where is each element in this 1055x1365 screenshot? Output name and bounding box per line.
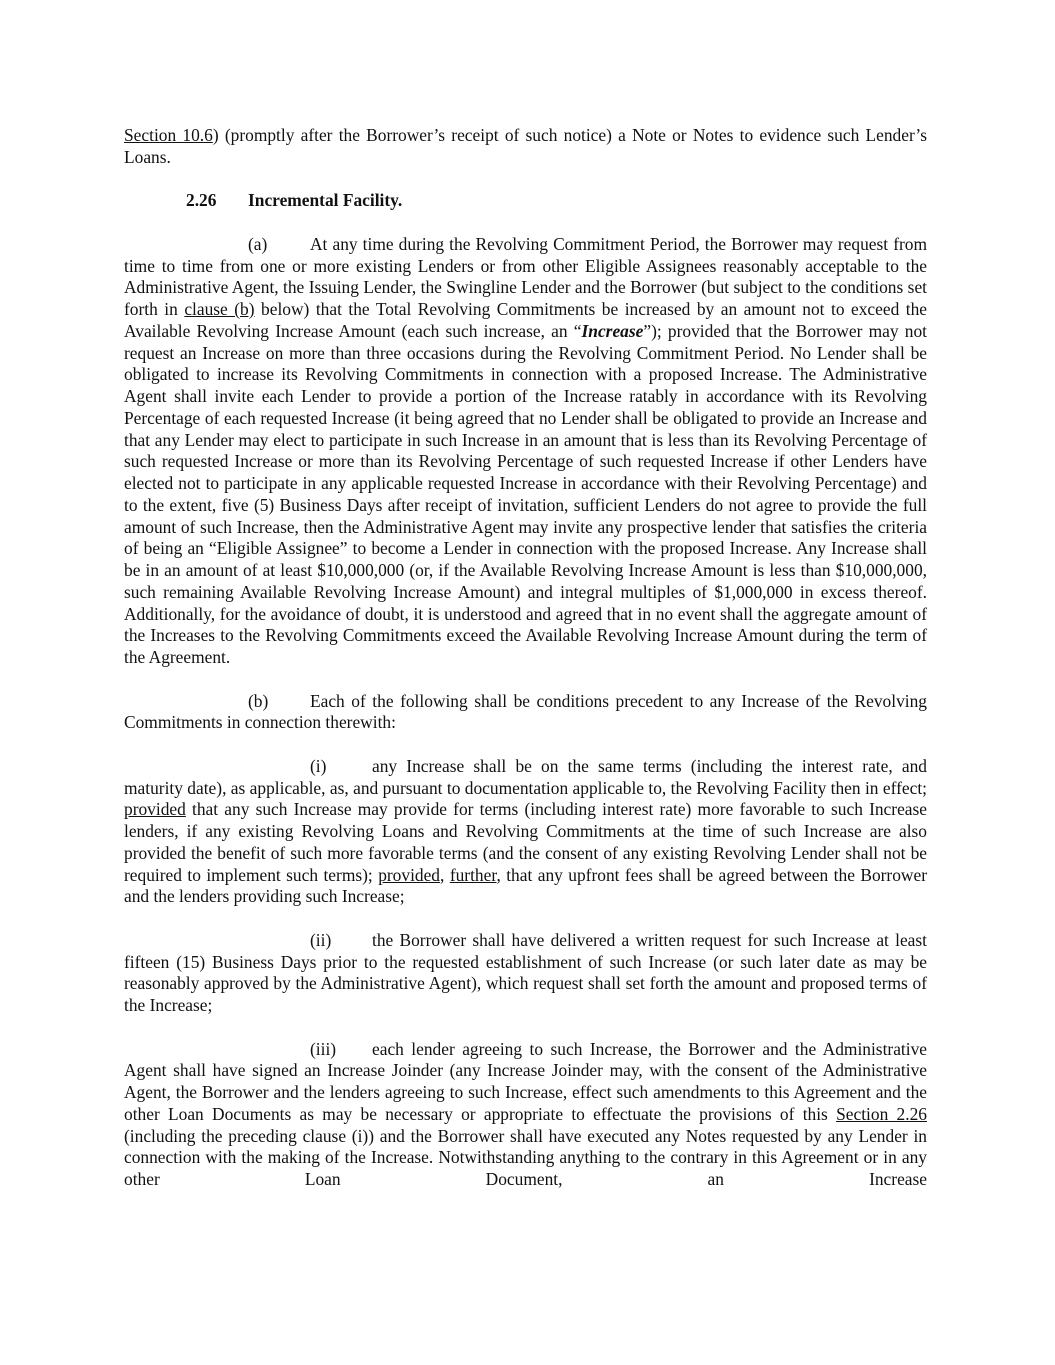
section-reference-2: Section 2.26 <box>836 1103 927 1124</box>
paragraph-iii-label: (iii) <box>310 1038 337 1059</box>
paragraph-ii <box>124 930 927 1017</box>
paragraph-a-label: (a) <box>248 233 268 254</box>
section-title: Incremental Facility. <box>248 190 403 211</box>
paragraph-i-text-1: any Increase shall be on the same terms (including the interest rate, and maturity date), as applicable, as, and pursuant to documentation applicable to, the Revolving Facility then in effect; <box>124 755 927 798</box>
section-heading <box>124 190 927 212</box>
paragraph-i-label: (i) <box>310 755 327 776</box>
paragraph-iii-text-1: each lender agreeing to such Increase, the Borrower and the Administrative Agent shall have signed an Increase Joinder (any Increase Joinder may, with the consent of the Administrative Agent, the Borrower and the lenders agreeing to such Increase, effect such amendments to this Agreement and the other Loan Documents as may be necessary or appropriate to effectuate the provisions of this <box>124 1038 927 1124</box>
paragraph-a-text-2: below) that the Total Revolving Commitments be increased by an amount not to exceed the Available Revolving Increase Amount (each such increase, an “ <box>124 299 928 341</box>
provided-term: provided <box>124 799 186 820</box>
paragraph-i-text-4: , that any upfront fees shall be agreed between the Borrower and the lenders providing such Increase; <box>124 864 927 907</box>
paragraph-iii-text-2: (including the preceding clause (i)) and the Borrower shall have executed any Notes requested by any Lender in connection with the making of the Increase. Notwithstanding anything to the contrary in this Agreement or in any other Loan Document, an Increase <box>124 1125 927 1189</box>
section-reference: Section 10.6 <box>124 125 213 145</box>
section-number: 2.26 <box>186 190 217 211</box>
paragraph-i-text-2: that any such Increase may provide for terms (including interest rate) more favorable to such Increase lenders, if any existing Revolving Loans and Revolving Commitments at the time of such Increase are also provided the benefit of such more favorable terms (and the consent of any existing Revolving Lender shall not be required to implement such terms); <box>124 799 927 885</box>
paragraph-a <box>124 234 927 669</box>
further-term: further <box>449 864 497 885</box>
paragraph-i-text-3: , <box>440 864 450 885</box>
paragraph-b-label: (b) <box>248 690 269 711</box>
paragraph-b <box>124 691 927 735</box>
provided-term-2: provided <box>378 864 441 885</box>
paragraph-iii <box>124 1039 927 1191</box>
paragraph-b-text: Each of the following shall be conditions precedent to any Increase of the Revolving Commitments in connection therewith: <box>124 690 927 733</box>
paragraph-i <box>124 756 927 908</box>
clause-reference: clause (b) <box>184 299 255 319</box>
defined-term: Increase <box>581 320 644 341</box>
paragraph-a-text-3: ”); provided that the Borrower may not request an Increase on more than three occasions during the Revolving Commitment Period. No Lender shall be obligated to increase its Revolving Commitments in connection with a proposed Increase. The Administrative Agent shall invite each Lender to provide a portion of the Increase ratably in accordance with its Revolving Percentage of each requested Increase (it being agreed that no Lender shall be obligated to provide an Increase and that any Lender may elect to participate in such Increase in an amount that is less than its Revolving Percentage of such requested Increase or more than its Revolving Percentage of such requested Increase if other Lenders have elected not to participate in any applicable requested Increase in accordance with their Revolving Percentage) and to the extent, five (5) Business Days after receipt of invitation, sufficient Lenders do not agree to provide the full amount of such Increase, then the Administrative Agent may invite any prospective lender that satisfies the criteria of being an “Eligible Assignee” to become a Lender in connection with the proposed Increase. Any Increase shall be in an amount of at least $10,000,000 (or, if the Available Revolving Increase Amount is less than $10,000,000, such remaining Available Revolving Increase Amount) and integral multiples of $1,000,000 in excess thereof. Additionally, for the avoidance of doubt, it is understood and agreed that in no event shall the aggregate amount of the Increases to the Revolving Commitments exceed the Available Revolving Increase Amount during the term of the Agreement. <box>124 320 927 667</box>
paragraph-ii-text: the Borrower shall have delivered a written request for such Increase at least fifteen (15) Business Days prior to the requested establishment of such Increase (or such later date as may be reasonably approved by the Administrative Agent), which request shall set forth the amount and proposed terms of the Increase; <box>124 929 927 1015</box>
intro-text: ) (promptly after the Borrower’s receipt of such notice) a Note or Notes to evidence such Lender’s Loans. <box>124 125 927 167</box>
intro-paragraph <box>124 125 927 169</box>
document-page <box>124 125 927 1191</box>
paragraph-ii-label: (ii) <box>310 929 332 950</box>
paragraph-a-text-1: At any time during the Revolving Commitment Period, the Borrower may request from time to time from one or more existing Lenders or from other Eligible Assignees reasonably acceptable to the Administrative Agent, the Issuing Lender, the Swingline Lender and the Borrower (but subject to the conditions set forth in <box>124 233 927 319</box>
